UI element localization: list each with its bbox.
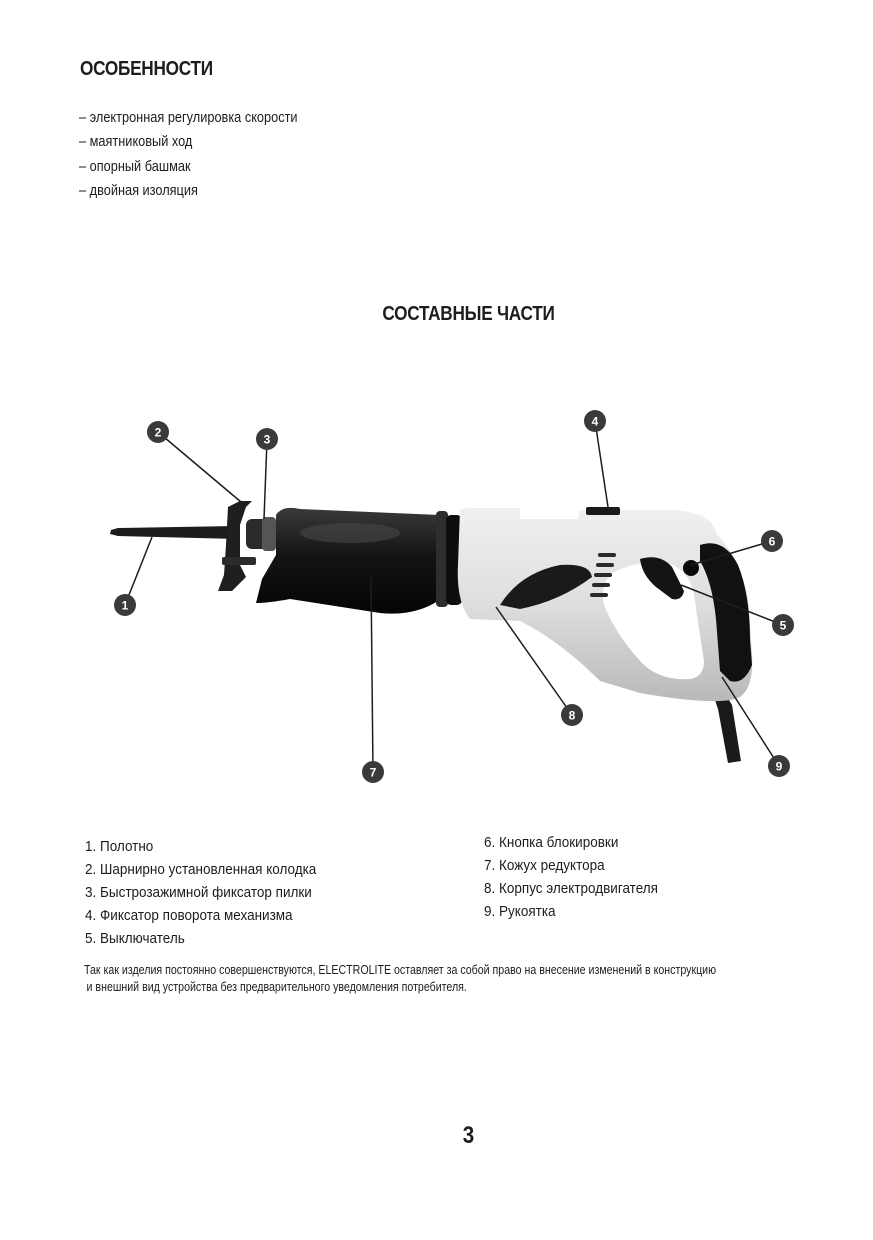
part-item: 8. Корпус электродвигателя [484, 880, 658, 897]
callout-number: 7 [369, 765, 377, 780]
leader-line [158, 432, 241, 502]
page-number: 3 [462, 1122, 475, 1149]
part-item: 7. Кожух редуктора [484, 857, 605, 874]
part-item: 4. Фиксатор поворота механизма [85, 907, 293, 924]
vent-slot [596, 563, 614, 567]
rotation-lock-shape [586, 507, 620, 515]
disclaimer-line: и внешний вид устройства без предварительного уведомления потребителя. [86, 979, 467, 994]
saw-diagram [0, 395, 873, 795]
callout-number: 6 [768, 534, 776, 549]
part-item: 2. Шарнирно установленная колодка [85, 861, 317, 878]
callout-8 [561, 704, 583, 726]
shoe-lever-shape [222, 557, 256, 565]
callout-number: 5 [779, 618, 787, 633]
feature-item: – электронная регулировка скорости [79, 110, 298, 126]
callout-number: 2 [154, 425, 162, 440]
leader-line [264, 440, 267, 519]
callout-4 [584, 410, 606, 432]
callout-number: 9 [775, 759, 783, 774]
part-item: 6. Кнопка блокировки [484, 834, 619, 851]
saw-blade-shape [110, 526, 238, 539]
parts-list-left [85, 835, 316, 950]
callout-number: 1 [121, 598, 129, 613]
quick-clamp-ring [262, 517, 276, 551]
callout-7 [362, 761, 384, 783]
callout-1 [114, 594, 136, 616]
callout-2 [147, 421, 169, 443]
callout-6 [761, 530, 783, 552]
vent-slot [594, 573, 612, 577]
grip-sheen [300, 523, 400, 543]
callout-9 [768, 755, 790, 777]
leader-line [595, 421, 608, 507]
disclaimer [84, 962, 764, 995]
power-cord [714, 695, 741, 763]
lock-button-shape [683, 560, 699, 576]
saw-illustration [110, 501, 752, 763]
part-item: 3. Быстрозажимной фиксатор пилки [85, 884, 312, 901]
feature-item: – двойная изоляция [79, 182, 198, 199]
disclaimer-line: Так как изделия постоянно совершенствуются, ELECTROLITE оставляет за собой право на внесение изменений в конструкцию [84, 963, 717, 977]
features-title: ОСОБЕННОСТИ [80, 58, 213, 80]
vent-slot [598, 553, 616, 557]
callout-number: 8 [568, 708, 576, 723]
vent-slot [592, 583, 610, 587]
vent-slot [590, 593, 608, 597]
callout-number: 3 [263, 432, 271, 447]
features-list [79, 106, 298, 203]
part-item: 5. Выключатель [85, 930, 185, 947]
parts-title: СОСТАВНЫЕ ЧАСТИ [382, 303, 555, 325]
callout-3 [256, 428, 278, 450]
callout-5 [772, 614, 794, 636]
callout-number: 4 [591, 414, 599, 429]
feature-item: – опорный башмак [79, 158, 191, 175]
parts-list-right [484, 831, 658, 923]
feature-item: – маятниковый ход [79, 134, 193, 151]
part-item: 9. Рукоятка [484, 903, 556, 920]
part-item: 1. Полотно [85, 838, 154, 855]
